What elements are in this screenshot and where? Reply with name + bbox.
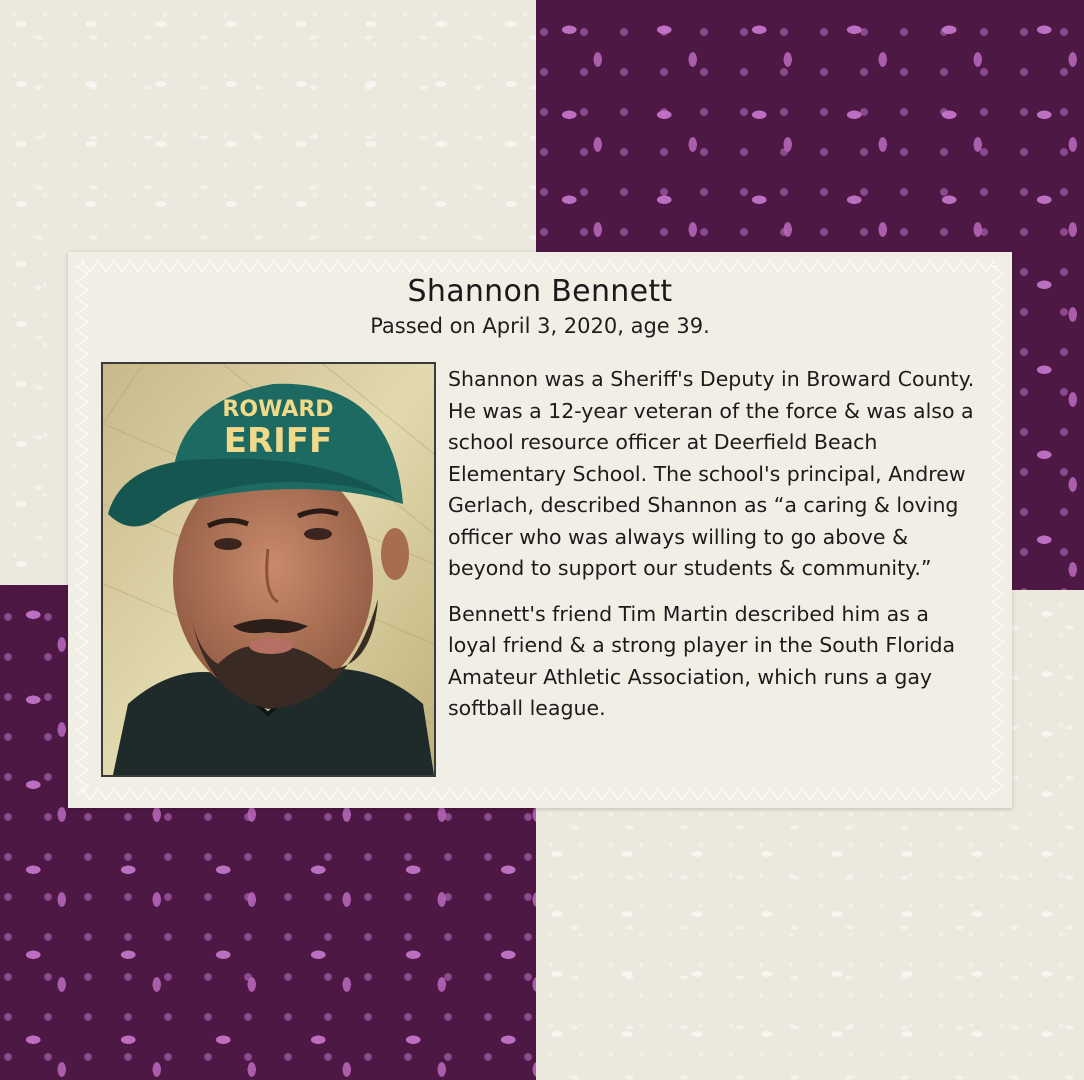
cap-text-bottom: ERIFF: [223, 421, 333, 461]
bio-paragraph-2: Bennett's friend Tim Martin described him as a loyal friend & a strong player in the South Florida Amateur Athletic Association, which runs a gay softball league.: [448, 601, 956, 720]
portrait-photo: [101, 362, 436, 777]
cap-text-top: ROWARD: [222, 397, 334, 422]
portrait-illustration: [103, 364, 434, 775]
bio-paragraph-1: Shannon was a Sheriff's Deputy in Broward County. He was a 12-year veteran of the force & was also a school resource officer at Deerfield Beach Elementary School. The school's principal, Andrew Gerlach, described Shannon as “a caring & loving officer who was always willing to go above & beyond to support our students & community.”: [448, 367, 975, 580]
passed-date: Passed on April 3, 2020, age 39.: [370, 314, 710, 338]
person-name: Shannon Bennett: [407, 274, 673, 309]
biography-text: [448, 364, 978, 739]
memorial-label-patch: [68, 252, 1012, 808]
